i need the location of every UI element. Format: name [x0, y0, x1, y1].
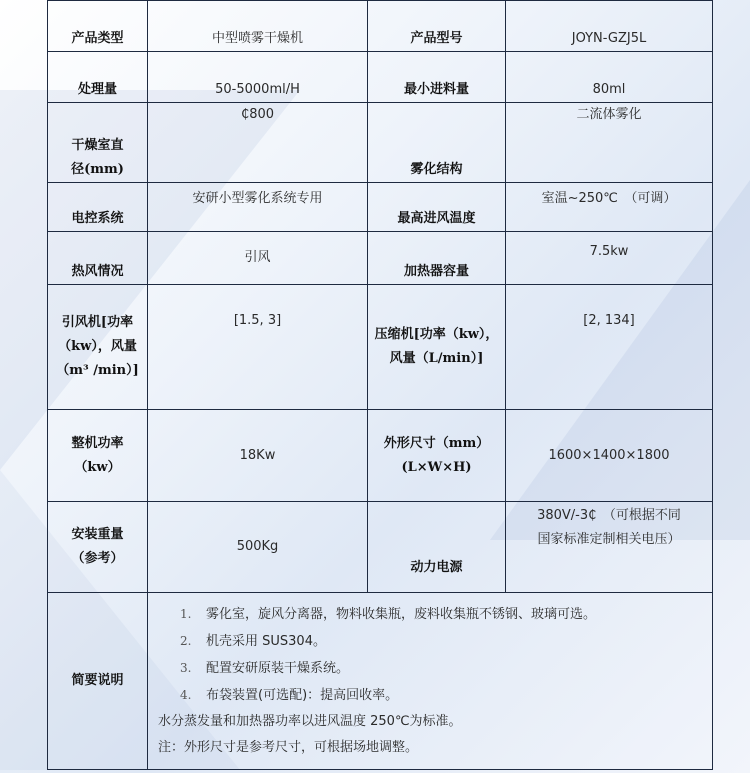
value-heater-capacity: 7.5kw — [506, 232, 713, 285]
value-max-inlet-temp: 室温~250℃ （可调） — [506, 183, 713, 232]
list-text: 配置安研原装干燥系统。 — [206, 661, 350, 676]
label-compressor — [368, 285, 506, 410]
list-text: 机壳采用 SUS304。 — [206, 634, 326, 649]
label-power-supply: 动力电源 — [368, 502, 506, 593]
table-row — [48, 593, 713, 770]
label-line: 引风机[功率 — [61, 315, 134, 330]
notes-list — [178, 601, 702, 709]
value-product-type: 中型喷雾干燥机 — [148, 1, 368, 52]
value-line: 380V/-3₵ （可根据不同 — [537, 508, 681, 523]
list-number: 3. — [180, 661, 192, 675]
list-item — [180, 628, 702, 655]
value-power-supply — [506, 502, 713, 593]
label-line: 风量（L/min）] — [389, 351, 484, 366]
value-weight: 500Kg — [148, 502, 368, 593]
table-row — [48, 410, 713, 502]
value-induced-fan: [1.5, 3] — [148, 285, 368, 410]
value-compressor: [2, 134] — [506, 285, 713, 410]
value-min-feed: 80ml — [506, 52, 713, 103]
label-line: （m³ /min）] — [56, 363, 139, 378]
label-line: （参考） — [71, 551, 124, 566]
label-weight — [48, 502, 148, 593]
label-induced-fan — [48, 285, 148, 410]
label-line: 压缩机[功率（kw）， — [374, 327, 499, 342]
label-chamber-diameter — [48, 103, 148, 183]
value-hot-air: 引风 — [148, 232, 368, 285]
list-text: 雾化室，旋风分离器，物料收集瓶，废料收集瓶不锈钢、玻璃可选。 — [206, 607, 597, 622]
list-number: 4. — [180, 688, 192, 702]
table-row — [48, 232, 713, 285]
table-row — [48, 502, 713, 593]
list-item — [180, 601, 702, 628]
label-min-feed: 最小进料量 — [368, 52, 506, 103]
value-line: 国家标准定制相关电压） — [537, 532, 681, 547]
value-product-model: JOYN-GZJ5L — [506, 1, 713, 52]
label-total-power — [48, 410, 148, 502]
label-product-model: 产品型号 — [368, 1, 506, 52]
label-capacity: 处理量 — [48, 52, 148, 103]
label-dimensions — [368, 410, 506, 502]
table-row — [48, 52, 713, 103]
value-total-power: 18Kw — [148, 410, 368, 502]
label-line: 干燥室直 — [71, 138, 124, 153]
label-line: 外形尺寸（mm） — [383, 435, 490, 451]
spec-table — [47, 0, 713, 770]
label-control-system: 电控系统 — [48, 183, 148, 232]
label-product-type: 产品类型 — [48, 1, 148, 52]
note-standard: 水分蒸发量和加热器功率以进风温度 250℃为标准。 — [158, 714, 462, 729]
list-text: 布袋装置(可选配)：提高回收率。 — [206, 688, 399, 703]
label-notes: 简要说明 — [48, 593, 148, 770]
note-dimensions: 注：外形尺寸是参考尺寸，可根据场地调整。 — [158, 740, 419, 755]
label-heater-capacity: 加热器容量 — [368, 232, 506, 285]
label-max-inlet-temp: 最高进风温度 — [368, 183, 506, 232]
value-capacity: 50-5000ml/H — [148, 52, 368, 103]
table-row — [48, 183, 713, 232]
table-row — [48, 285, 713, 410]
list-number: 1. — [180, 607, 192, 621]
value-control-system: 安研小型雾化系统专用 — [148, 183, 368, 232]
table-row — [48, 103, 713, 183]
label-line: 安装重量 — [71, 527, 124, 542]
table-row — [48, 1, 713, 52]
list-item — [180, 655, 702, 682]
label-line: 径(mm) — [71, 162, 124, 177]
list-item — [180, 682, 702, 709]
list-number: 2. — [180, 634, 192, 648]
notes-content — [148, 593, 713, 770]
label-line: （kw） — [74, 459, 121, 475]
value-atomizing: 二流体雾化 — [506, 103, 713, 183]
value-chamber-diameter: ₵800 — [148, 103, 368, 183]
label-line: 整机功率 — [71, 435, 124, 451]
label-line: （kw），风量 — [58, 339, 137, 354]
label-atomizing: 雾化结构 — [368, 103, 506, 183]
value-dimensions: 1600×1400×1800 — [506, 410, 713, 502]
label-line: (L×W×H) — [401, 459, 472, 475]
label-hot-air: 热风情况 — [48, 232, 148, 285]
